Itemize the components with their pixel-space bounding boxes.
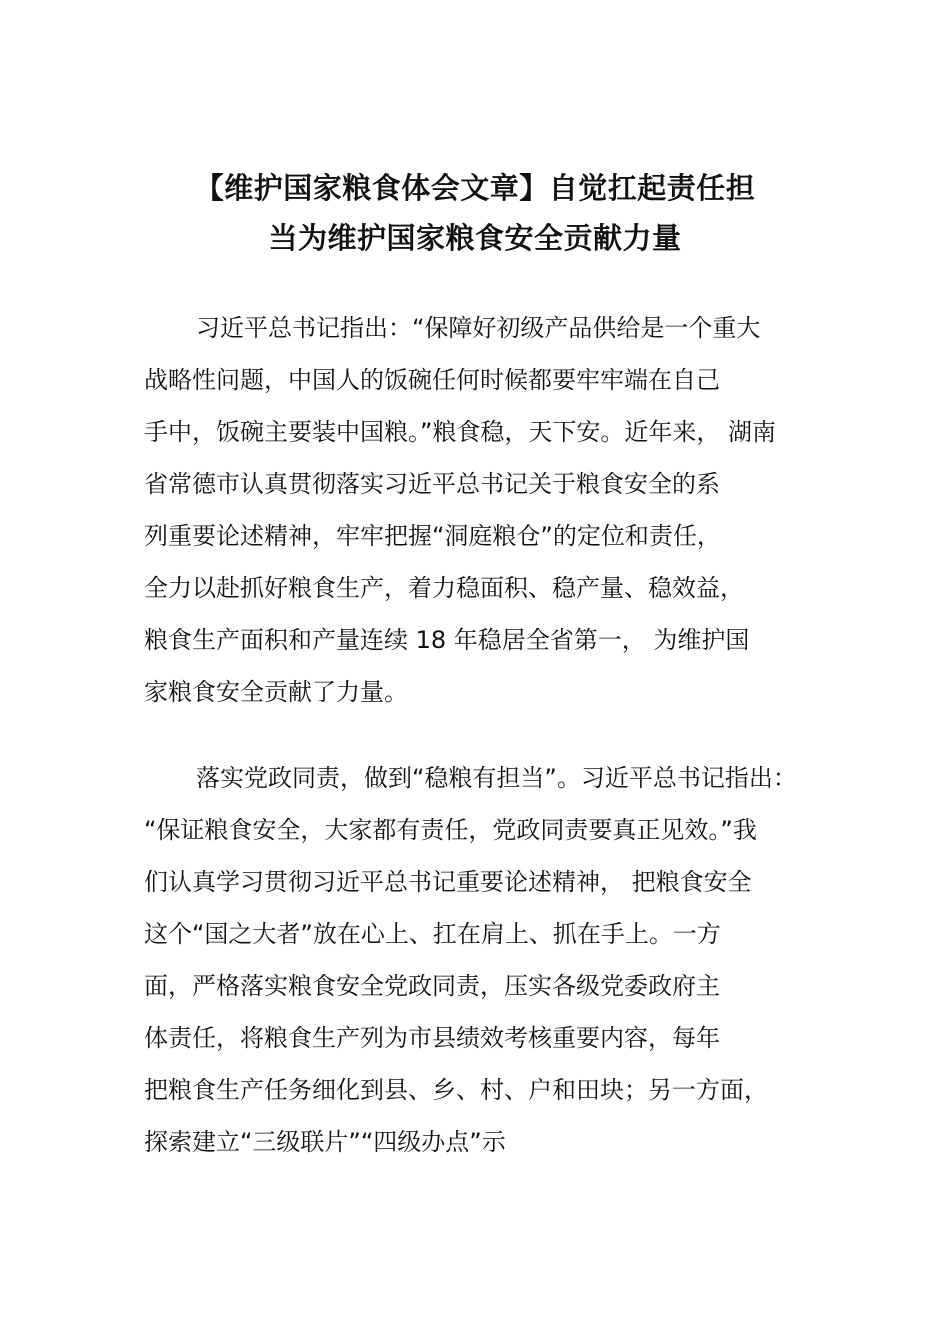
paragraph-line: 手中，饭碗主要装中国粮。”粮食稳，天下安。近年来， 湖南 <box>144 418 777 446</box>
paragraph-1 <box>144 302 844 718</box>
paragraph-line: 这个“国之大者”放在心上、扛在肩上、抓在手上。一方 <box>144 920 721 948</box>
paragraph-line: 体责任，将粮食生产列为市县绩效考核重要内容，每年 <box>144 1024 720 1052</box>
paragraph-line: 习近平总书记指出：“保障好初级产品供给是一个重大 <box>196 314 761 342</box>
paragraph-line: 省常德市认真贯彻落实习近平总书记关于粮食安全的系 <box>144 470 720 498</box>
document-title <box>120 163 830 263</box>
paragraph-line: 列重要论述精神，牢牢把握“洞庭粮仓”的定位和责任， <box>144 522 721 550</box>
paragraph-line: 把粮食生产任务细化到县、乡、村、户和田块；另一方面， <box>144 1076 768 1104</box>
paragraph-2 <box>144 752 844 1168</box>
paragraph-line: 面，严格落实粮食安全党政同责，压实各级党委政府主 <box>144 972 720 1000</box>
paragraph-line: 们认真学习贯彻习近平总书记重要论述精神， 把粮食安全 <box>144 868 752 896</box>
title-line-2: 当为维护国家粮食安全贡献力量 <box>268 221 682 255</box>
paragraph-line: 全力以赴抓好粮食生产，着力稳面积、稳产量、稳效益， <box>144 574 744 602</box>
paragraph-line: “保证粮食安全，大家都有责任，党政同责要真正见效。”我 <box>144 816 757 844</box>
paragraph-line: 粮食生产面积和产量连续 18 年稳居全省第一， 为维护国 <box>144 626 750 654</box>
title-line-1: 【维护国家粮食体会文章】自觉扛起责任担 <box>194 171 756 205</box>
paragraph-line: 家粮食安全贡献了力量。 <box>144 678 408 706</box>
paragraph-line: 战略性问题，中国人的饭碗任何时候都要牢牢端在自己 <box>144 366 720 394</box>
paragraph-line: 探索建立“三级联片”“四级办点”示 <box>144 1128 506 1156</box>
paragraph-line: 落实党政同责，做到“稳粮有担当”。习近平总书记指出： <box>196 764 797 792</box>
